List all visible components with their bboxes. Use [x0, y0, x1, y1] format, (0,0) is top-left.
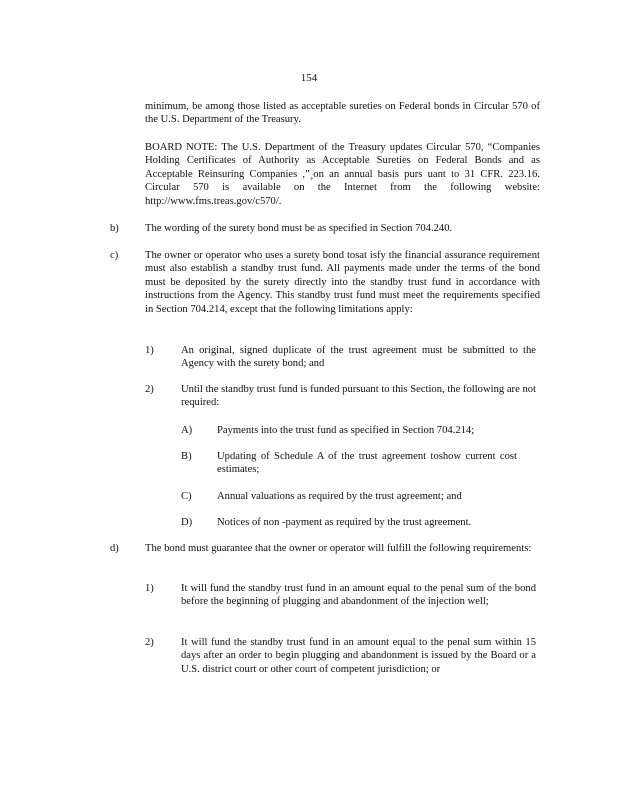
item-c-text: The owner or operator who uses a surety bond tosat isfy the financial assurance requirement must also establish a standby trust fund. All payments made under the terms of the bond must be deposited by the surety directly into the standby trust fund in accordance with instructions from the Agency. This standby trust fund must meet the requirements specified in Section 704.214, except that the following limitations apply:	[145, 250, 540, 315]
page-number: 154	[300, 72, 318, 84]
item-c2c-text: Annual valuations as required by the trust agreement; and	[217, 491, 462, 502]
intro-paragraph: minimum, be among those listed as acceptable sureties on Federal bonds in Circular 570 of the U.S. Department of the Treasury.	[145, 101, 540, 126]
item-c2a-text: Payments into the trust fund as specified in Section 704.214;	[217, 425, 475, 436]
item-c-label: c)	[110, 250, 119, 261]
item-c2c-label: C)	[181, 491, 192, 502]
board-note: BOARD NOTE: The U.S. Department of the Treasury updates Circular 570, “Companies Holding Certificates of Authority as Acceptable Sureties on Federal Bonds and as Acceptable Reinsuring Companies ,”¸on an annual basis purs uant to 31 CFR. 223.16. Circular 570 is available on the Internet from the following website: http://www.fms.treas.gov/c570/.	[145, 142, 540, 207]
item-d-text: The bond must guarantee that the owner or operator will fulfill the following requirements:	[145, 543, 532, 554]
item-c2b-label: B)	[181, 451, 192, 462]
item-c2-text: Until the standby trust fund is funded pursuant to this Section, the following are not required:	[181, 384, 536, 409]
item-b-text: The wording of the surety bond must be as specified in Section 704.240.	[145, 223, 453, 234]
item-d2-label: 2)	[145, 637, 154, 648]
item-c2b-text: Updating of Schedule A of the trust agreement toshow current cost estimates;	[217, 451, 517, 476]
item-d-label: d)	[110, 543, 119, 554]
item-c2d-text: Notices of non -payment as required by the trust agreement.	[217, 517, 472, 528]
item-d2-text: It will fund the standby trust fund in an amount equal to the penal sum within 15 days after an order to begin plugging and abandonment is issued by the Board or a U.S. district court or other court of competent jurisdiction; or	[181, 637, 536, 675]
item-d1-label: 1)	[145, 583, 154, 594]
item-c2d-label: D)	[181, 517, 193, 528]
item-d1-text: It will fund the standby trust fund in an amount equal to the penal sum of the bond before the beginning of plugging and abandonment of the injection well;	[181, 583, 536, 608]
item-c2-label: 2)	[145, 384, 154, 395]
item-c2a-label: A)	[181, 425, 193, 436]
item-b-label: b)	[110, 223, 119, 234]
item-c1-text: An original, signed duplicate of the trust agreement must be submitted to the Agency with the surety bond; and	[181, 345, 536, 370]
item-c1-label: 1)	[145, 345, 154, 356]
